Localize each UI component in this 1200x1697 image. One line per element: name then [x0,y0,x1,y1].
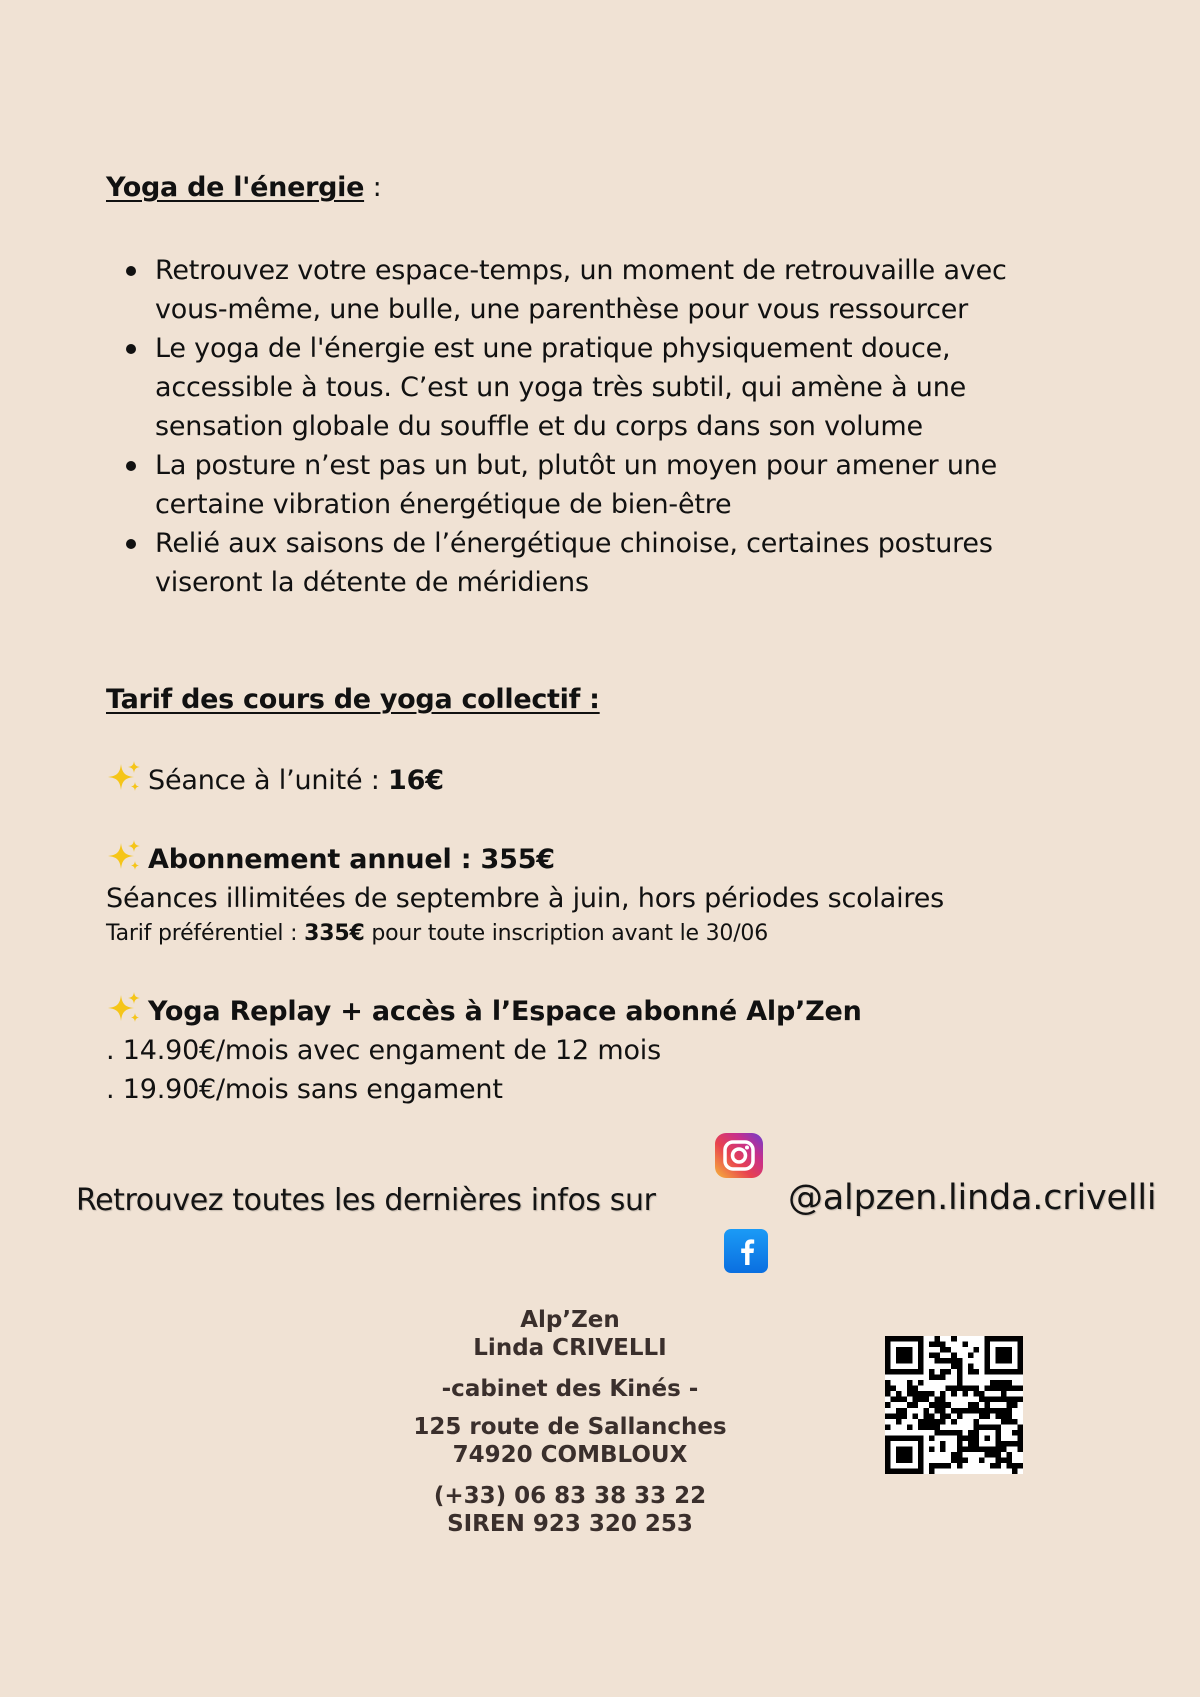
abonnement-details: Séances illimitées de septembre à juin, hors périodes scolaires [106,883,945,914]
bullet-dot [126,344,136,354]
tarifs-title: Tarif des cours de yoga collectif : [106,684,600,715]
social-text: Retrouvez toutes les dernières infos sur [76,1183,656,1218]
footer-phone: (+33) 06 83 38 33 22 [433,1483,707,1509]
footer-address-street: 125 route de Sallanches [413,1414,727,1440]
bullet-item [106,329,1116,446]
bullet-text: sensation globale du souffle et du corps dans son volume [155,411,923,442]
replay-option: . 19.90€/mois sans engament [106,1074,503,1105]
energie-bullet-list [106,251,1116,602]
sparkle-icon [106,839,142,873]
bullet-text: Relié aux saisons de l’énergétique chinoise, certaines postures [155,528,993,559]
sparkle-icon [106,760,142,794]
footer-siren: SIREN 923 320 253 [447,1511,693,1537]
bullet-dot [126,266,136,276]
bullet-dot [126,539,136,549]
qr-code-image [885,1336,1023,1474]
preferentiel-label: Tarif préférentiel : [106,921,305,946]
abonnement-label: Abonnement annuel : 355€ [148,844,555,875]
abonnement-line [106,839,555,879]
replay-line [106,991,862,1031]
instagram-glyph [715,1133,763,1178]
facebook-icon[interactable] [724,1229,768,1273]
bullet-text: Le yoga de l'énergie est une pratique physiquement douce, [155,333,951,364]
bullet-item [106,524,1116,602]
qr-code[interactable] [885,1336,1023,1474]
preferentiel-price: 335€ [304,921,365,946]
bullet-text: Retrouvez votre espace-temps, un moment de retrouvaille avec [155,255,1007,286]
bullet-dot [126,461,136,471]
replay-option: . 14.90€/mois avec engament de 12 mois [106,1035,661,1066]
preferentiel-condition: pour toute inscription avant le 30/06 [364,921,769,946]
bullet-text: vous-même, une bulle, une parenthèse pour vous ressourcer [155,294,969,325]
footer-address-city: 74920 COMBLOUX [452,1442,688,1468]
footer-contact [360,1306,780,1538]
bullet-item [106,251,1116,329]
bullet-item [106,446,1116,524]
energie-title-colon: : [364,172,382,203]
energie-heading [106,172,382,203]
facebook-glyph [724,1229,768,1273]
footer-cabinet: -cabinet des Kinés - [441,1376,699,1402]
sparkle-icon [106,991,142,1025]
footer-brand: Alp’Zen [520,1307,620,1333]
preferentiel-line [106,919,768,949]
bullet-text: certaine vibration énergétique de bien-être [155,489,732,520]
bullet-text: accessible à tous. C’est un yoga très subtil, qui amène à une [155,372,967,403]
instagram-icon[interactable] [715,1133,763,1178]
replay-label: Yoga Replay + accès à l’Espace abonné Alp’Zen [148,996,862,1027]
footer-name: Linda CRIVELLI [473,1335,667,1361]
seance-price: 16€ [388,765,444,796]
seance-line [106,760,444,800]
bullet-text: viseront la détente de méridiens [155,567,589,598]
bullet-text: La posture n’est pas un but, plutôt un moyen pour amener une [155,450,998,481]
energie-title: Yoga de l'énergie [106,172,365,203]
seance-label: Séance à l’unité : [148,765,389,796]
social-handle[interactable]: @alpzen.linda.crivelli [788,1178,1157,1218]
